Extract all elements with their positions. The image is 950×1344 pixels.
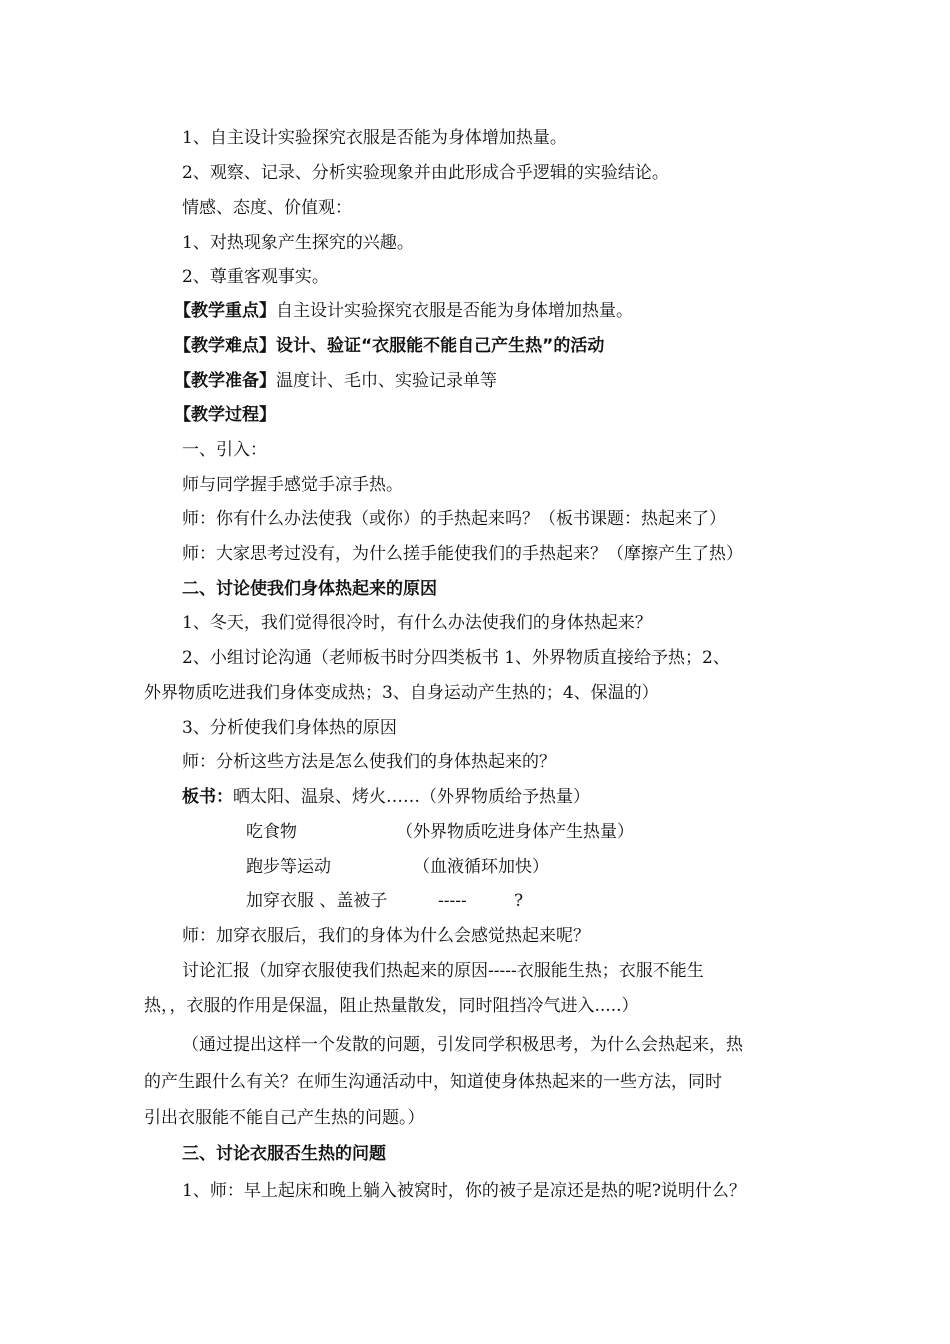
objective-line-1: 1、自主设计实验探究衣服是否能为身体增加热量。 bbox=[182, 128, 567, 148]
objective-line-2: 2、观察、记录、分析实验现象并由此形成合乎逻辑的实验结论。 bbox=[182, 163, 669, 183]
section-2-line-1: 1、冬天，我们觉得很冷时，有什么办法使我们的身体热起来？ bbox=[182, 613, 652, 633]
section-2-line-2b: 外界物质吃进我们身体变成热；3、自身运动产生热的；4、保温的） bbox=[144, 683, 659, 703]
section-2-line-7c: 引出衣服能不能自己产生热的问题。） bbox=[144, 1108, 425, 1128]
board-label: 板书： bbox=[182, 787, 233, 807]
teaching-prep-label: 【教学准备】 bbox=[174, 371, 276, 391]
emotion-line-2: 2、尊重客观事实。 bbox=[182, 267, 329, 287]
emotion-heading: 情感、态度、价值观： bbox=[182, 198, 352, 218]
board-row-1-text: 晒太阳、温泉、烤火……（外界物质给予热量） bbox=[233, 787, 590, 807]
board-row-2-item: 吃食物 bbox=[246, 822, 297, 842]
section-3-line-1: 1、师：早上起床和晚上躺入被窝时，你的被子是凉还是热的呢?说明什么？ bbox=[182, 1181, 746, 1201]
section-2-line-3: 3、分析使我们身体热的原因 bbox=[182, 718, 397, 738]
section-2-line-5: 师：加穿衣服后，我们的身体为什么会感觉热起来呢？ bbox=[182, 926, 590, 946]
section-2-line-6a: 讨论汇报（加穿衣服使我们热起来的原因-----衣服能生热；衣服不能生 bbox=[182, 961, 704, 981]
teaching-focus-text: 自主设计实验探究衣服是否能为身体增加热量。 bbox=[276, 301, 633, 321]
board-row-4-dash: ----- bbox=[438, 891, 467, 911]
board-row-2-note: （外界物质吃进身体产生热量） bbox=[396, 822, 634, 842]
section-2-line-6b: 热，，衣服的作用是保温，阻止热量散发，同时阻挡冷气进入.....） bbox=[144, 996, 639, 1016]
board-row-3-note: （血液循环加快） bbox=[413, 857, 549, 877]
teaching-focus bbox=[174, 300, 633, 322]
board-row-4-item: 加穿衣服 、盖被子 bbox=[246, 891, 388, 911]
section-3-title: 三、讨论衣服否生热的问题 bbox=[182, 1144, 386, 1164]
teaching-focus-label: 【教学重点】 bbox=[174, 301, 276, 321]
teaching-difficulty-text: 设计、验证“衣服能不能自己产生热”的活动 bbox=[276, 336, 605, 356]
board-row-3-item: 跑步等运动 bbox=[246, 857, 331, 877]
section-1-line-2: 师：你有什么办法使我（或你）的手热起来吗？（板书课题：热起来了） bbox=[182, 509, 726, 529]
section-2-title: 二、讨论使我们身体热起来的原因 bbox=[182, 579, 437, 599]
teaching-difficulty bbox=[174, 335, 604, 357]
section-1-title: 一、引入： bbox=[182, 440, 267, 460]
emotion-line-1: 1、对热现象产生探究的兴趣。 bbox=[182, 233, 414, 253]
teaching-difficulty-label: 【教学难点】 bbox=[174, 336, 276, 356]
section-2-line-2a: 2、小组讨论沟通（老师板书时分四类板书 1、外界物质直接给予热；2、 bbox=[182, 648, 730, 668]
teaching-prep-text: 温度计、毛巾、实验记录单等 bbox=[276, 371, 497, 391]
section-2-line-7a: （通过提出这样一个发散的问题，引发同学积极思考，为什么会热起来，热 bbox=[182, 1035, 743, 1055]
section-2-line-4: 师：分析这些方法是怎么使我们的身体热起来的？ bbox=[182, 752, 556, 772]
teaching-prep bbox=[174, 370, 497, 392]
section-2-line-7b: 的产生跟什么有关？在师生沟通活动中，知道使身体热起来的一些方法，同时 bbox=[144, 1072, 722, 1092]
board-row-4-question: ? bbox=[514, 891, 524, 911]
section-1-line-3: 师：大家思考过没有，为什么搓手能使我们的手热起来？（摩擦产生了热） bbox=[182, 544, 743, 564]
teaching-process-label: 【教学过程】 bbox=[174, 405, 276, 425]
board-row-1 bbox=[182, 786, 590, 808]
section-1-line-1: 师与同学握手感觉手凉手热。 bbox=[182, 475, 403, 495]
